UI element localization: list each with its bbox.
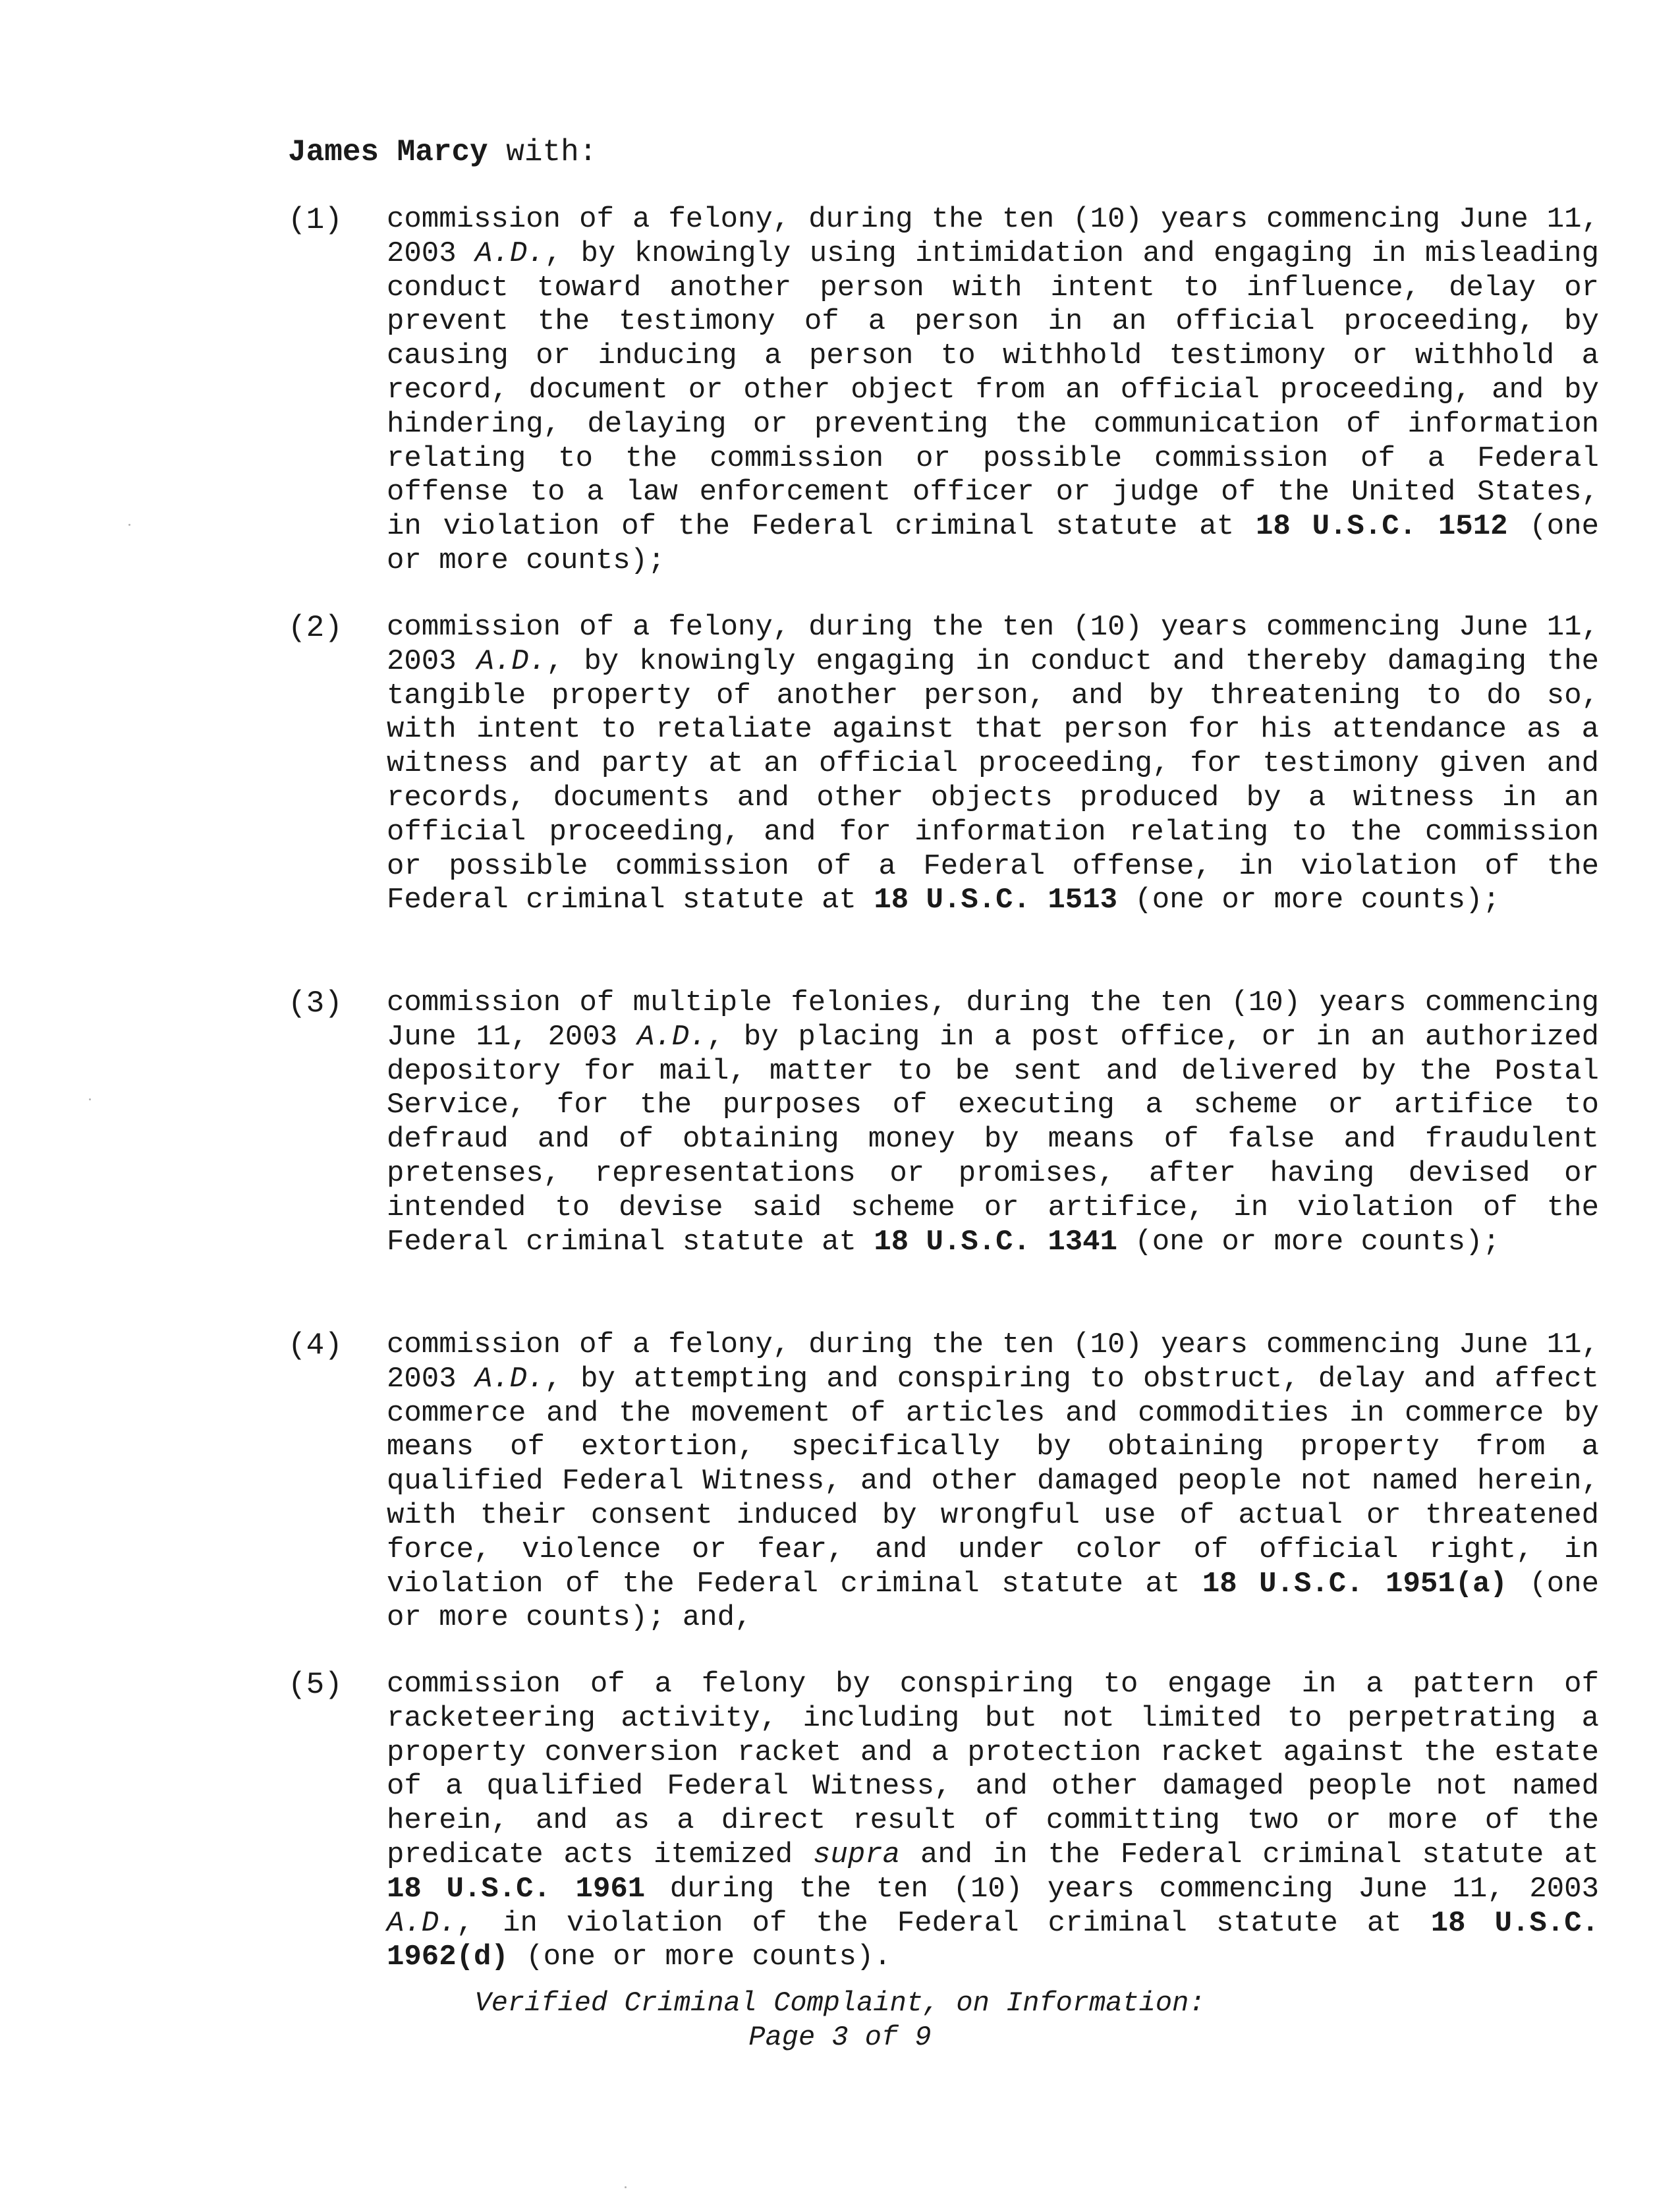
charge-number: (4)	[288, 1328, 343, 1363]
charge-number: (3)	[288, 986, 343, 1021]
charge-text-run: commission of a felony, during the ten (10) years commencing June 11, 2003	[387, 611, 1599, 678]
charge-text-run: (one or more counts);	[1117, 884, 1500, 917]
scan-speck	[128, 524, 130, 526]
statute-citation: 18 U.S.C. 1513	[874, 884, 1117, 917]
charge-text-run: , by knowingly using intimidation and engaging in misleading conduct toward another person with intent to influence, delay or prevent the testimony of a person in an official proceeding, by causing or inducing a person to withhold testimony or withhold a record, document or other object from an official proceeding, and by hindering, delaying or preventing the communication of information relating to the commission or possible commission of a Federal offense to a law enforcement officer or judge of the United States, in violation of the Federal criminal statute at	[387, 237, 1599, 544]
page-footer	[0, 1986, 1680, 2054]
charge-number: (2)	[288, 611, 343, 645]
defendant-name: James Marcy	[288, 135, 488, 169]
italic-term: supra	[813, 1838, 901, 1871]
charge-text	[387, 611, 1599, 918]
charge-text-run: (one or more counts).	[508, 1941, 891, 1974]
charge-text-run: commission of multiple felonies, during the ten (10) years commencing June 11, 2003	[387, 986, 1599, 1054]
charge-text-run: , by attempting and conspiring to obstruct, delay and affect commerce and the movement of articles and commodities in commerce by means of extortion, specifically by obtaining property from a qualified Federal Witness, and other damaged people not named herein, with their consent induced by wrongful use of actual or threatened force, violence or fear, and under color of official right, in violation of the Federal criminal statute at	[387, 1362, 1599, 1601]
italic-term: A.D.	[476, 644, 547, 678]
footer-title: Verified Criminal Complaint, on Information:	[474, 1987, 1206, 2019]
charge-text	[387, 203, 1599, 579]
charge-text-run: and in the Federal criminal statute at	[900, 1838, 1600, 1871]
charge-text-run: commission of a felony, during the ten (10) years commencing June 11, 2003	[387, 203, 1599, 270]
charge-text-run: (one or more counts);	[1117, 1225, 1500, 1259]
intro-line	[288, 135, 597, 169]
charge-text-run: commission of a felony by conspiring to engage in a pattern of racketeering activity, including but not limited to perpetrating a property conversion racket and a protection racket against the estate of a qualified Federal Witness, and other damaged people not named herein, and as a direct result of committing two or more of the predicate acts itemized	[387, 1668, 1599, 1871]
charge-text	[387, 1328, 1599, 1635]
statute-citation: 18 U.S.C. 1951(a)	[1202, 1567, 1507, 1601]
italic-term: A.D.	[636, 1020, 707, 1054]
charge-text	[387, 986, 1599, 1259]
italic-term: A.D.	[474, 1362, 545, 1396]
charge-text-run: (one or more counts); and,	[387, 1567, 1600, 1635]
charge-text-run: , in violation of the Federal criminal statute at	[456, 1906, 1431, 1940]
italic-term: A.D.	[387, 1906, 457, 1940]
page-number: Page 3 of 9	[748, 2022, 932, 2053]
charge-number: (5)	[288, 1668, 343, 1702]
italic-term: A.D.	[475, 237, 545, 270]
charge-text-run: commission of a felony, during the ten (10) years commencing June 11, 2003	[387, 1328, 1599, 1396]
charge-text-run: , by placing in a post office, or in an authorized depository for mail, matter to be sent and delivered by the Postal Service, for the purposes of executing a scheme or artifice to defraud and of obtaining money by means of false and fraudulent pretenses, representations or promises, after having devised or intended to devise said scheme or artifice, in violation of the Federal criminal statute at	[387, 1020, 1599, 1259]
intro-rest: with:	[488, 135, 598, 169]
statute-citation: 18 U.S.C. 1512	[1255, 510, 1508, 544]
charge-text-run: , by knowingly engaging in conduct and thereby damaging the tangible property of another person, and by threatening to do so, with intent to retaliate against that person for his attendance as a witness and party at an official proceeding, for testimony given and records, documents and other objects produced by a witness in an official proceeding, and for information relating to the commission or possible commission of a Federal offense, in violation of the Federal criminal statute at	[387, 644, 1599, 917]
charge-text-run: (one or more counts);	[387, 510, 1599, 577]
charge-text	[387, 1668, 1599, 1975]
statute-citation: 18 U.S.C. 1962(d)	[387, 1906, 1600, 1974]
statute-citation: 18 U.S.C. 1341	[874, 1225, 1117, 1259]
charge-text-run: during the ten (10) years commencing June 11, 2003	[645, 1872, 1599, 1906]
scan-speck	[89, 1098, 91, 1100]
scan-speck	[625, 2186, 627, 2188]
statute-citation: 18 U.S.C. 1961	[387, 1872, 646, 1906]
charge-number: (1)	[288, 203, 343, 237]
